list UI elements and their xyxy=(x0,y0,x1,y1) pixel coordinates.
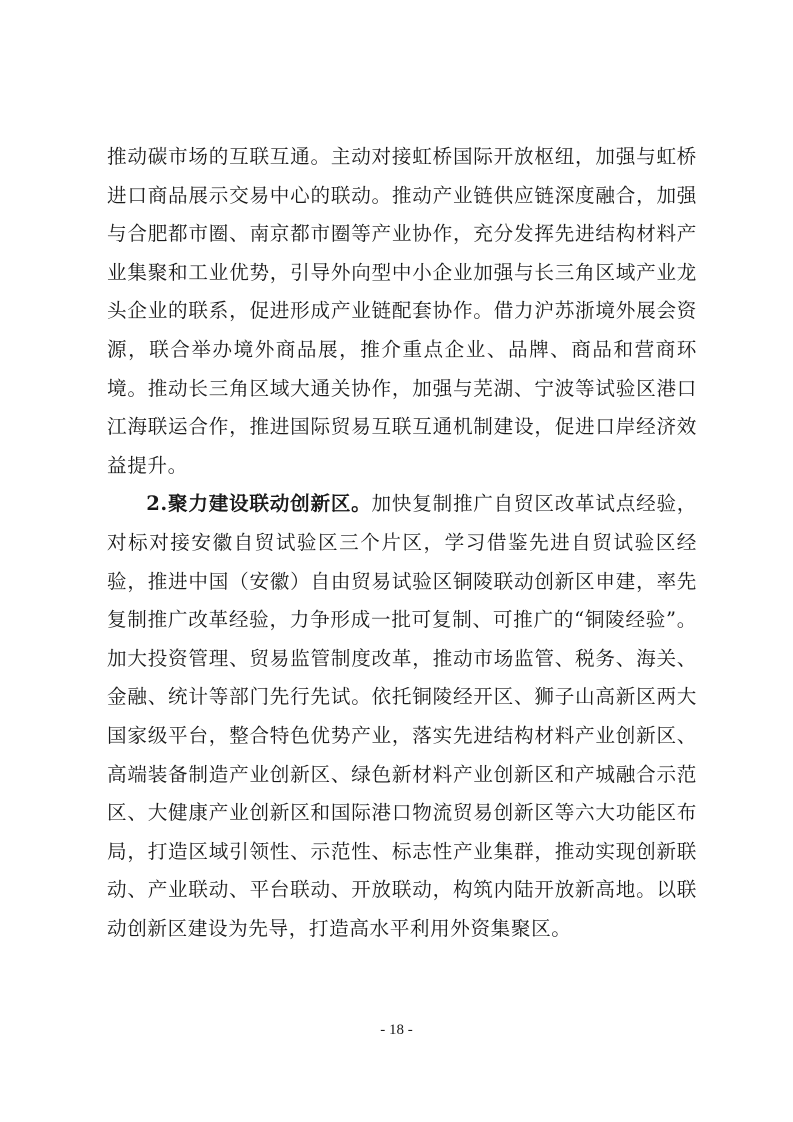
paragraph-text: 推动碳市场的互联互通。主动对接虹桥国际开放枢纽，加强与虹桥进口商品展示交易中心的联动。推动产业链供应链深度融合，加强与合肥都市圈、南京都市圈等产业协作，充分发挥先进结构材料产业集聚和工业优势，引导外向型中小企业加强与长三角区域产业龙头企业的联系，促进形成产业链配套协作。借力沪苏浙境外展会资源，联合举办境外商品展，推介重点企业、品牌、商品和营商环境。推动长三角区域大通关协作，加强与芜湖、宁波等试验区港口江海联运合作，推进国际贸易互联互通机制建设，促进口岸经济效益提升。 xyxy=(107,145,697,477)
body-text xyxy=(107,138,697,948)
paragraph-heading: 2.聚力建设联动创新区。 xyxy=(146,492,372,516)
paragraph-text: 加快复制推广自贸区改革试点经验，对标对接安徽自贸试验区三个片区，学习借鉴先进自贸试验区经验，推进中国（安徽）自由贸易试验区铜陵联动创新区申建，率先复制推广改革经验，力争形成一批可复制、可推广的“铜陵经验”。加大投资管理、贸易监管制度改革，推动市场监管、税务、海关、金融、统计等部门先行先试。依托铜陵经开区、狮子山高新区两大国家级平台，整合特色优势产业，落实先进结构材料产业创新区、高端装备制造产业创新区、绿色新材料产业创新区和产城融合示范区、大健康产业创新区和国际港口物流贸易创新区等六大功能区布局，打造区域引领性、示范性、标志性产业集群，推动实现创新联动、产业联动、平台联动、开放联动，构筑内陆开放新高地。以联动创新区建设为先导，打造高水平利用外资集聚区。 xyxy=(107,492,698,940)
paragraph-linkage-innovation-zone xyxy=(107,485,697,948)
page-number: - 18 - xyxy=(380,1022,413,1038)
paragraph-continuation xyxy=(107,138,697,485)
